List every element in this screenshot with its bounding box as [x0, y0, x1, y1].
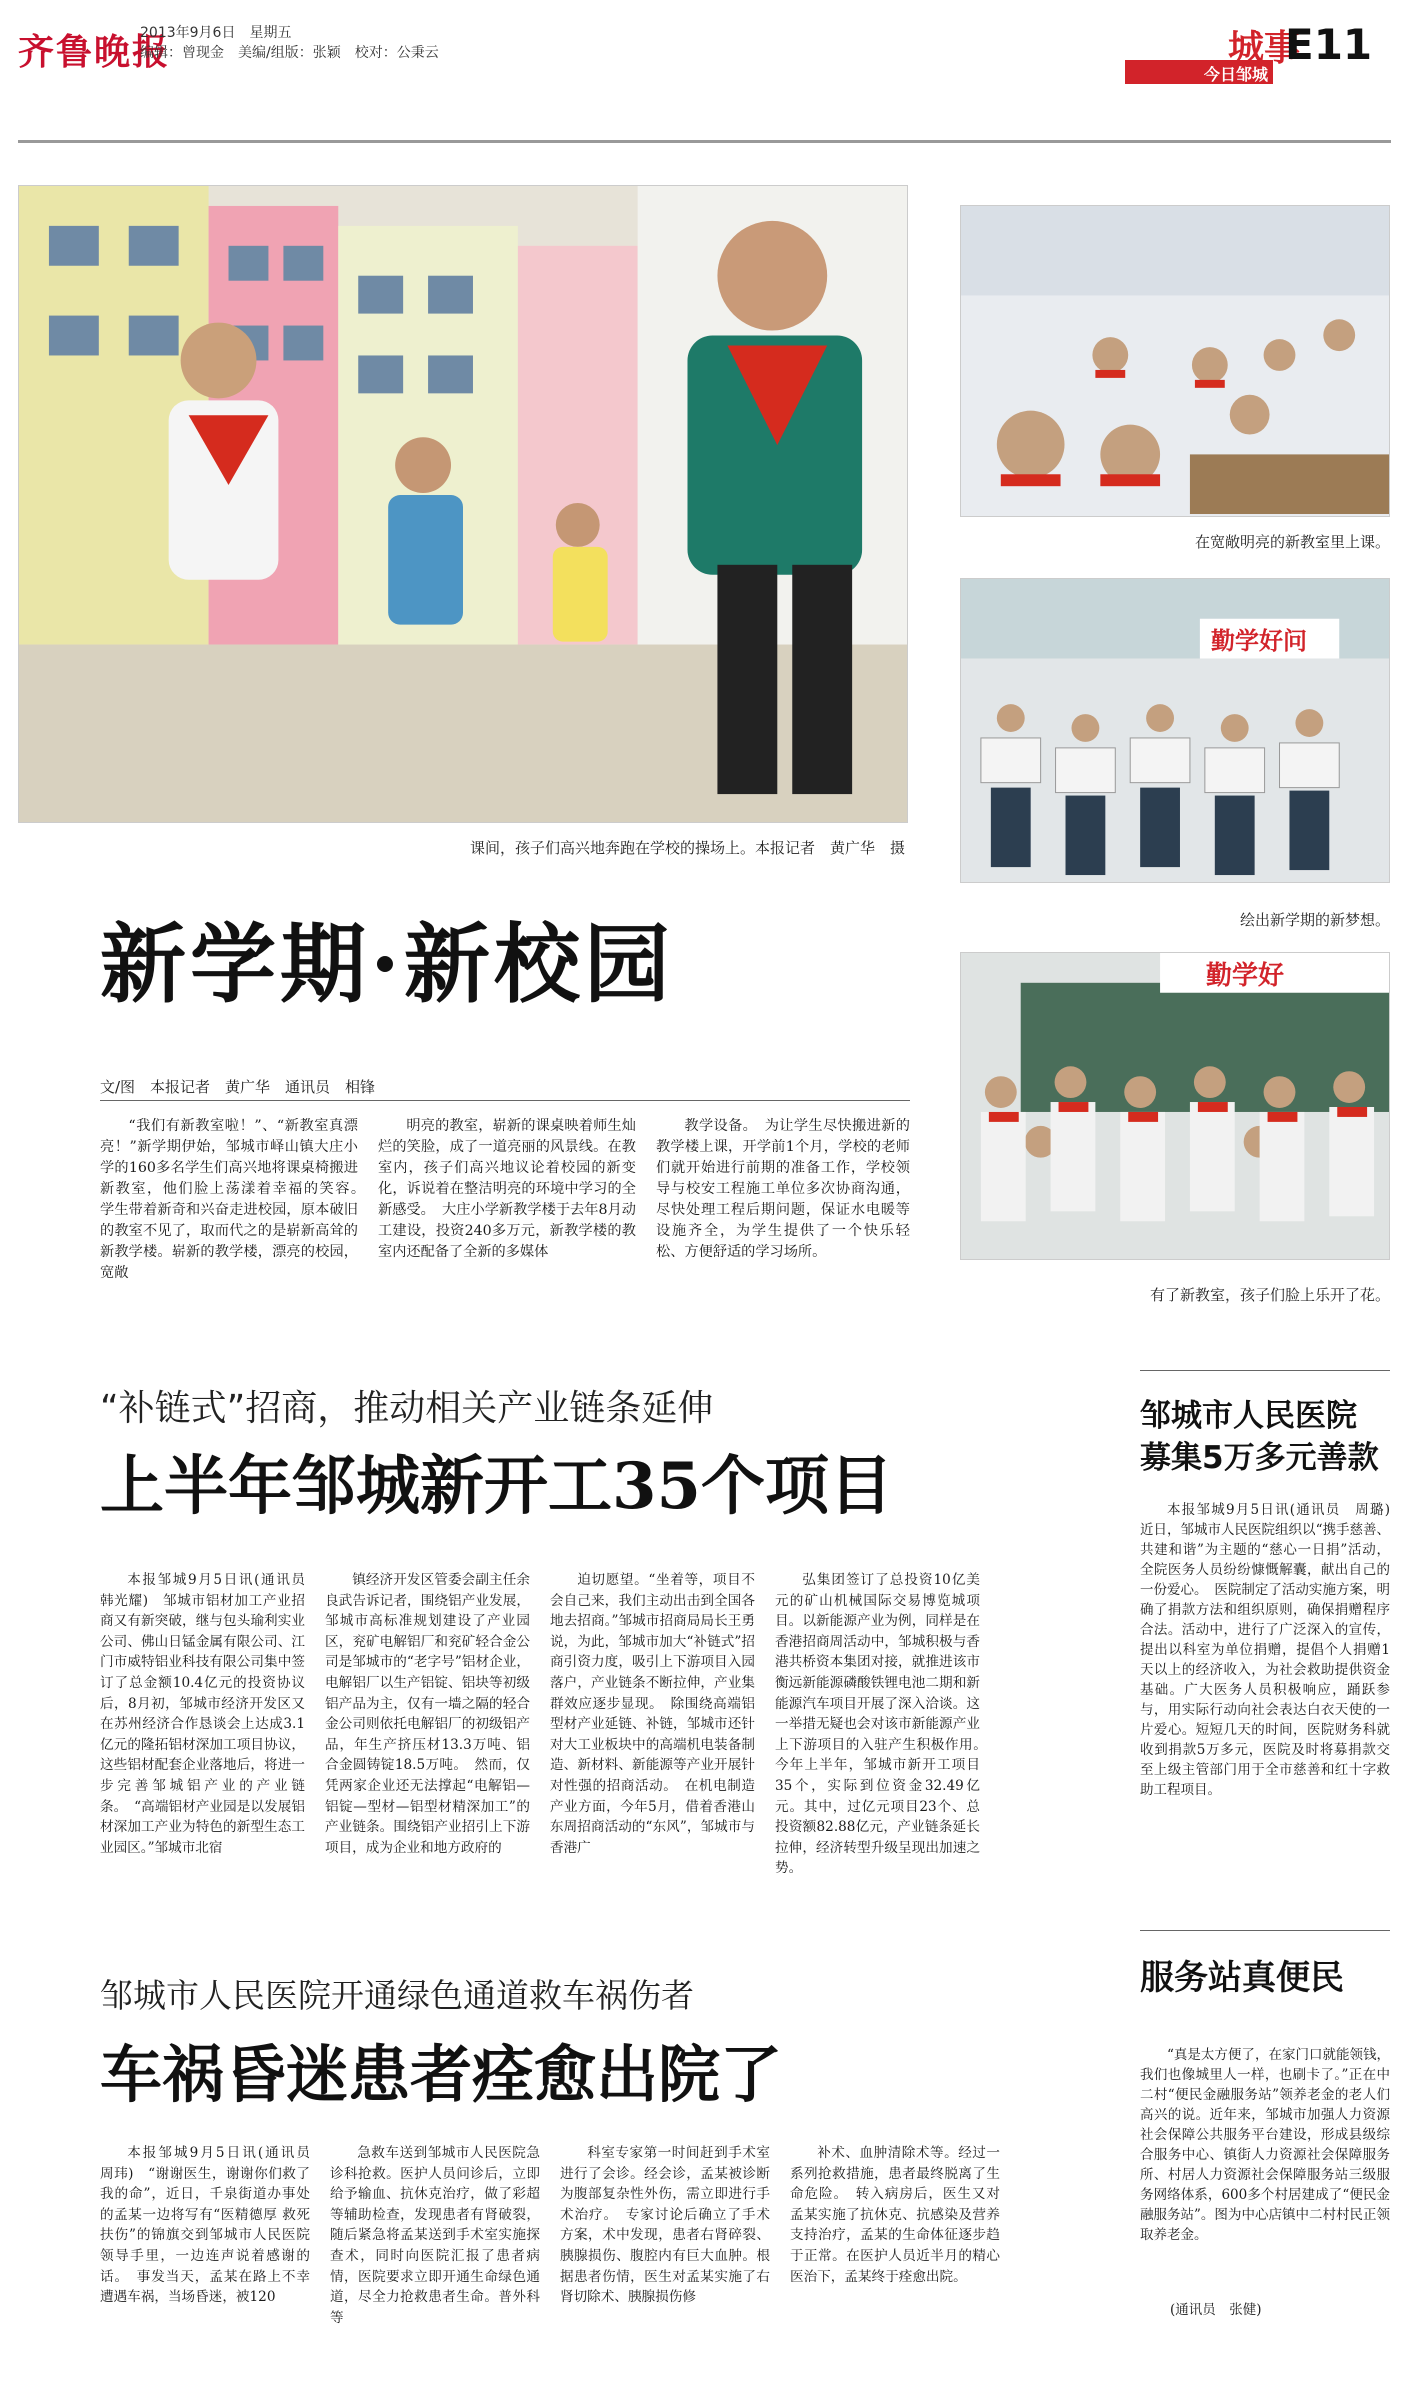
happy-kids-photo: [960, 952, 1390, 1260]
staff-credits: 编辑：曾现金 美编/组版：张颖 校对：公秉云: [140, 45, 439, 61]
story3-kicker: 邹城市人民医院开通绿色通道救车祸伤者: [100, 1976, 694, 2015]
story3-col1: 本报邹城9月5日讯(通讯员 周玮) “谢谢医生，谢谢你们救了我的命”，近日，千泉街道办事处的孟某一边将写有“医精德厚 救死扶伤”的锦旗交到邹城市人民医院领导手里，一边连声说着感谢的话。 事发当天，孟某在路上不幸遭遇车祸，当场昏迷，被120: [100, 2145, 324, 2306]
story3-col4: 补术、血肿清除术等。经过一系列抢救措施，患者最终脱离了生命危险。 转入病房后，医生又对孟某实施了抗休克、抗感染及营养支持治疗，孟某的生命体征逐步趋于正常。在医护人员近半月的精心医治下，孟某终于痊愈出院。: [790, 2145, 1000, 2285]
side-story2-credit: (通讯员 张健): [1170, 2302, 1262, 2318]
main-photo: [18, 185, 908, 823]
story2-col3: 迫切愿望。“坐着等，项目不会自己来，我们主动出击到全国各地去招商。”邹城市招商局局长王勇说，为此，邹城市加大“补链式”招商引资力度，吸引上下游项目入园落户，产业链条不断拉伸，产业集群效应逐步显现。 除围绕高端铝型材产业延链、补链，邹城市还针对大工业板块中的高端机电装备制造、新材料、新能源等产业开展针对性强的招商活动。 在机电制造产业方面，今年5月，借着香港山东周招商活动的“东风”，邹城市与香港广: [550, 1572, 755, 1856]
story1-headline: 新学期·新校园: [100, 914, 674, 1015]
section-title: 城事: [1228, 28, 1301, 69]
story3-col2: 急救车送到邹城市人民医院急诊科抢救。医护人员问诊后，立即给予输血、抗休克治疗，做了彩超等辅助检查，发现患者有肾破裂，随后紧急将孟某送到手术室实施探查术，同时向医院汇报了患者病情，医院要求立即开通生命绿色通道，尽全力抢救患者生命。普外科等: [330, 2145, 540, 2326]
side-story2-body: “真是太方便了，在家门口就能领钱，我们也像城里人一样，也刷卡了。”正在中二村“便民金融服务站”领养老金的老人们高兴的说。近年来，邹城市加强人力资源社会保障公共服务平台建设，形成县级综合服务中心、镇街人力资源社会保障服务所、村居人力资源社会保障服务站三级服务网络体系，600多个村居建成了“便民金融服务站”。图为中心店镇中二村村民正领取养老金。: [1140, 2047, 1390, 2243]
story2-col2: 镇经济开发区管委会副主任余良武告诉记者，围绕铝产业发展，邹城市高标准规划建设了产业园区，兖矿电解铝厂和兖矿轻合金公司是邹城市的“老字号”铝材企业，电解铝厂以生产铝锭、铝块等初级铝产品为主，仅有一墙之隔的轻合金公司则依托电解铝厂的初级铝产品，年生产挤压材13.3万吨、铝合金圆铸锭18.5万吨。 然而，仅凭两家企业还无法撑起“电解铝—铝锭—型材—铝型材精深加工”的产业链条。围绕铝产业招引上下游项目，成为企业和地方政府的: [325, 1572, 530, 1856]
story2-headline: 上半年邹城新开工35个项目: [100, 1449, 894, 1524]
classroom-photo: [960, 205, 1390, 517]
story2-col1: 本报邹城9月5日讯(通讯员 韩光耀) 邹城市铝材加工产业招商又有新突破，继与包头瑜利实业公司、佛山日锰金属有限公司、江门市威特铝业科技有限公司集中签订了总金额10.4亿元的投资协议后，8月初，邹城市经济开发区又在苏州经济合作恳谈会上达成3.1亿元的隆拓铝材深加工项目协议，这些铝材配套企业落地后，将进一步完善邹城铝产业的产业链条。 “高端铝材产业园是以发展铝材深加工产业为特色的新型生态工业园区。”邹城市北宿: [100, 1572, 319, 1856]
happy-kids-sign: 勤学好: [1206, 961, 1285, 991]
side-story1-headline-1: 邹城市人民医院: [1140, 1398, 1357, 1434]
side1-rule: [1140, 1370, 1390, 1371]
story1-col1: “我们有新教室啦！”、“新教室真漂亮！”新学期伊始，邹城市峄山镇大庄小学的160多名学生们高兴地将课桌椅搬进新教室，他们脸上荡漾着幸福的笑容。 学生带着新奇和兴奋走进校园，原本破旧的教室不见了，取而代之的是崭新高耸的新教学楼。崭新的教学楼，漂亮的校园，宽敞: [100, 1118, 373, 1281]
side-story1-body: 本报邹城9月5日讯(通讯员 周璐) 近日，邹城市人民医院组织以“携手慈善、共建和谐”为主题的“慈心一日捐”活动，全院医务人员纷纷慷慨解囊，献出自己的一份爱心。 医院制定了活动实施方案，明确了捐款方法和组织原则，确保捐赠程序合法。活动中，进行了广泛深入的宣传，提出以科室为单位捐赠，提倡个人捐赠1天以上的经济收入，为社会救助提供资金基础。广大医务人员积极响应，踊跃参与，用实际行动向社会表达白衣天使的一片爱心。短短几天的时间，医院财务科就收到捐款5万多元，医院及时将募捐款交至上级主管部门用于全市慈善和红十字救助工程项目。: [1140, 1502, 1404, 1798]
story1-rule: [100, 1100, 910, 1101]
story2-col4: 弘集团签订了总投资10亿美元的矿山机械国际交易博览城项目。以新能源产业为例，同样是在香港招商周活动中，邹城积极与香港共桥资本集团对接，就推进该市衡远新能源磷酸铁锂电池二期和新能源汽车项目开展了深入洽谈。这一举措无疑也会对该市新能源产业上下游项目的入驻产生积极作用。 今年上半年，邹城市新开工项目35个，实际到位资金32.49亿元。其中，过亿元项目23个、总投资额82.88亿元，产业链条延长拉伸，经济转型升级呈现出加速之势。: [775, 1572, 994, 1877]
issue-date: 2013年9月6日 星期五: [140, 25, 292, 41]
drawings-photo: [960, 578, 1390, 883]
subsection-title: 今日邹城: [1203, 65, 1268, 84]
classroom-photo-caption: 在宽敞明亮的新教室里上课。: [1194, 533, 1390, 551]
side2-rule: [1140, 1930, 1390, 1931]
story1-col2: 明亮的教室，崭新的课桌映着师生灿烂的笑脸，成了一道亮丽的风景线。在教室内，孩子们高兴地议论着校园的新变化，诉说着在整洁明亮的环境中学习的全新感受。 大庄小学新教学楼于去年8月动工建设，投资240多万元，新教学楼的教室内还配备了全新的多媒体: [378, 1118, 636, 1260]
story1-col3: 教学设备。 为让学生尽快搬进新的教学楼上课，开学前1个月，学校的老师们就开始进行前期的准备工作，学校领导与校安工程施工单位多次协商沟通，尽快处理工程后期问题，保证水电暖等设施齐全，为学生提供了一个快乐轻松、方便舒适的学习场所。: [656, 1118, 910, 1260]
story3-headline: 车祸昏迷患者痊愈出院了: [100, 2038, 783, 2111]
happy-kids-photo-caption: 有了新教室，孩子们脸上乐开了花。: [1149, 1286, 1390, 1304]
masthead-logo: 齐鲁晚报: [18, 31, 171, 73]
header-rule: [18, 140, 1391, 143]
story3-col3: 科室专家第一时间赶到手术室进行了会诊。经会诊，孟某被诊断为腹部复杂性外伤，需立即进行手术治疗。 专家讨论后确立了手术方案，术中发现，患者右肾碎裂、胰腺损伤、腹腔内有巨大血肿。根据患者伤情，医生对孟某实施了右肾切除术、胰腺损伤修: [560, 2145, 770, 2306]
page-number: E11: [1285, 20, 1373, 69]
drawings-photo-caption: 绘出新学期的新梦想。: [1239, 911, 1390, 929]
side-story2-headline: 服务站真便民: [1140, 1958, 1344, 1998]
main-photo-caption: 课间，孩子们高兴地奔跑在学校的操场上。本报记者 黄广华 摄: [470, 839, 906, 857]
story1-byline: 文/图 本报记者 黄广华 通讯员 相锋: [100, 1078, 376, 1096]
side-story1-headline-2: 募集5万多元善款: [1140, 1440, 1379, 1476]
story2-kicker: “补链式”招商，推动相关产业链条延伸: [100, 1388, 714, 1429]
drawings-sign: 勤学好问: [1211, 627, 1307, 655]
